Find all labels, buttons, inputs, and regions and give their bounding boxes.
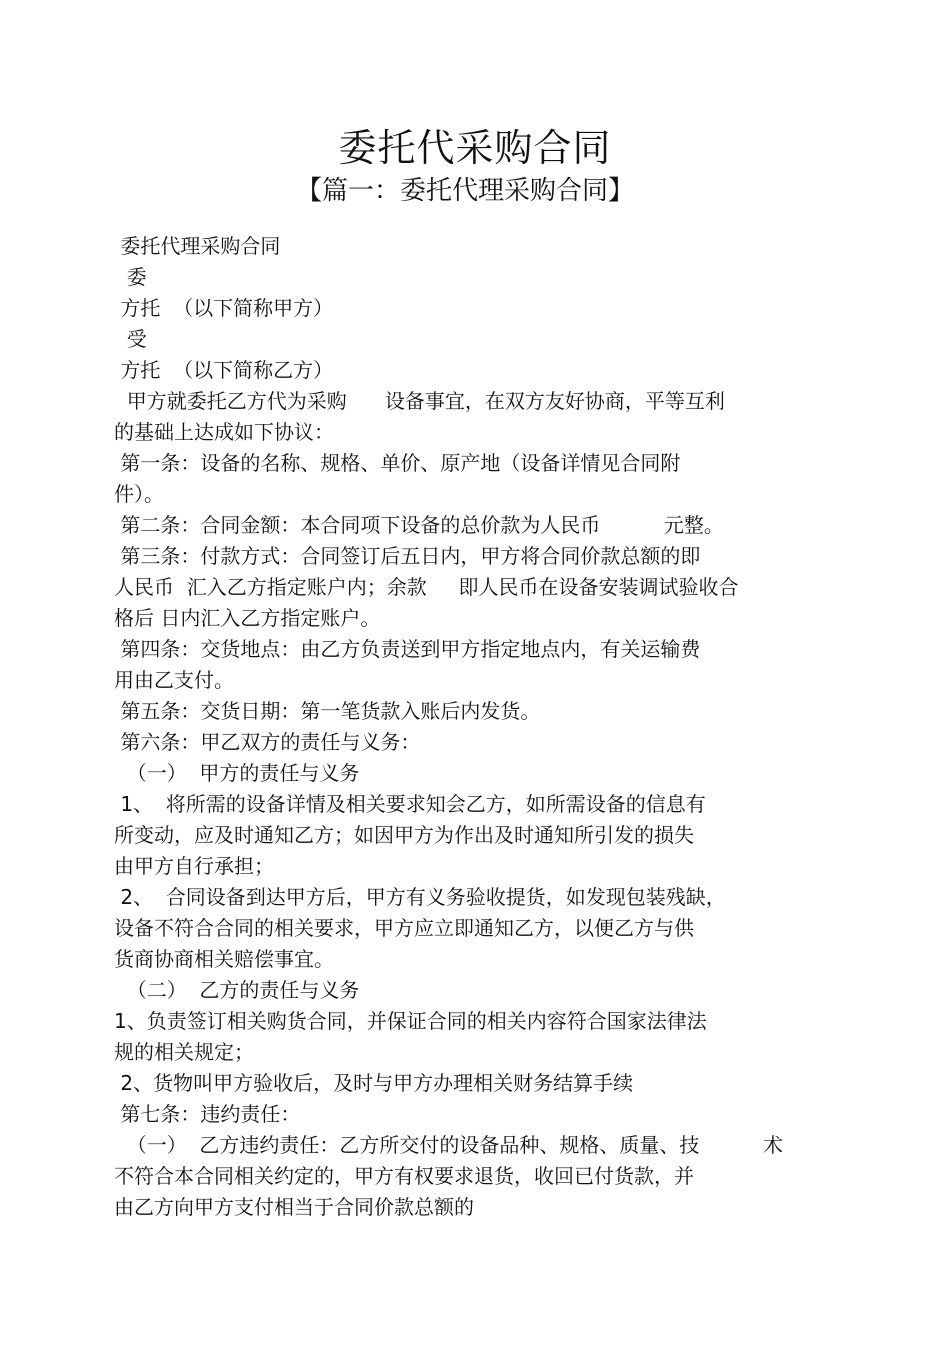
body-line: 委: [114, 265, 147, 289]
body-line: 第四条：交货地点：由乙方负责送到甲方指定地点内，有关运输费: [114, 637, 701, 661]
body-line: 甲方就委托乙方代为采购 设备事宜，在双方友好协商，平等互利: [114, 389, 725, 413]
body-line: （一） 乙方违约责任：乙方所交付的设备品种、规格、质量、技 术: [114, 1133, 784, 1157]
body-line: 第二条：合同金额：本合同项下设备的总价款为人民币 元整。: [114, 513, 724, 537]
body-line: 第五条：交货日期：第一笔货款入账后内发货。: [114, 699, 541, 723]
body-line: 1、 将所需的设备详情及相关要求知会乙方，如所需设备的信息有: [114, 792, 706, 816]
body-line: 方托 （以下简称甲方）: [114, 296, 334, 320]
body-line: 1、负责签订相关购货合同，并保证合同的相关内容符合国家法律法: [114, 1009, 707, 1033]
body-line: 货商协商相关赔偿事宜。: [114, 947, 334, 971]
body-line: 由乙方向甲方支付相当于合同价款总额的: [114, 1195, 474, 1219]
body-line: 件）。: [114, 482, 164, 506]
body-line: 不符合本合同相关约定的，甲方有权要求退货，收回已付货款，并: [114, 1164, 694, 1188]
document-subtitle: 【篇一：委托代理采购合同】: [295, 176, 634, 206]
body-line: 格后 日内汇入乙方指定账户。: [114, 606, 381, 630]
body-line: 第六条：甲乙双方的责任与义务：: [114, 730, 421, 754]
body-line: 第一条：设备的名称、规格、单价、原产地（设备详情见合同附: [114, 451, 681, 475]
body-line: 人民币 汇入乙方指定账户内；余款 即人民币在设备安装调试验收合: [114, 575, 739, 599]
body-line: 委托代理采购合同: [114, 234, 281, 258]
body-line: （一） 甲方的责任与义务: [114, 761, 360, 785]
body-line: 所变动，应及时通知乙方；如因甲方为作出及时通知所引发的损失: [114, 823, 694, 847]
document-title: 委托代采购合同: [338, 126, 612, 170]
body-line: 设备不符合合同的相关要求，甲方应立即通知乙方，以便乙方与供: [114, 916, 694, 940]
body-line: 方托 （以下简称乙方）: [114, 358, 334, 382]
body-line: 的基础上达成如下协议：: [114, 420, 334, 444]
body-line: 由甲方自行承担；: [114, 854, 274, 878]
body-line: 第三条：付款方式：合同签订后五日内，甲方将合同价款总额的即: [114, 544, 701, 568]
body-line: 2、货物叫甲方验收后，及时与甲方办理相关财务结算手续: [114, 1071, 634, 1095]
body-line: 用由乙支付。: [114, 668, 234, 692]
body-line: 规的相关规定；: [114, 1040, 254, 1064]
body-line: 第七条：违约责任：: [114, 1102, 301, 1126]
body-line: 2、 合同设备到达甲方后，甲方有义务验收提货，如发现包装残缺，: [114, 885, 726, 909]
body-line: （二） 乙方的责任与义务: [114, 978, 360, 1002]
body-line: 受: [114, 327, 147, 351]
